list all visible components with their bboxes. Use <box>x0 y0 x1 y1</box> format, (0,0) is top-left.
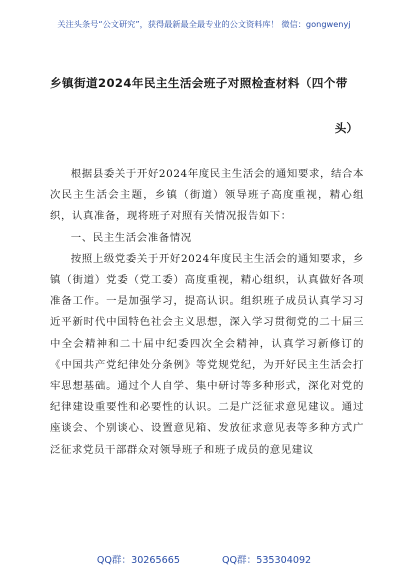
qq-group-2: QQ群：535304092 <box>221 555 312 566</box>
qq-group-1: QQ群：30265665 <box>96 555 180 566</box>
document-title-continued: 头） <box>334 121 358 135</box>
paragraph-intro: 根据县委关于开好2024年度民主生活会的通知要求，结合本次民主生活会主题，乡镇（街道）领导班子高度重视，精心组织，认真准备，现将班子对照有关情况报告如下： <box>50 168 364 223</box>
promo-banner: 关注头条号“公文研究”，获得最新最全最专业的公文资料库！ 微信：gongwenyj <box>57 19 351 29</box>
document-title: 乡镇街道2024年民主生活会班子对照检查材料（四个带 <box>50 76 348 90</box>
document-body <box>50 164 364 461</box>
footer-contacts <box>0 552 408 566</box>
section-heading: 一、民主生活会准备情况 <box>70 231 192 244</box>
paragraph-preparation: 按照上级党委关于开好2024年度民主生活会的通知要求，乡镇（街道）党委（党工委）高度重视，精心组织，认真做好各项准备工作。一是加强学习，提高认识。组织班子成员认真学习习近平新时代中国特色社会主义思想，深入学习贯彻党的二十届三中全会精神和二十届中纪委四次全会精神，认真学习新修订的《中国共产党纪律处分条例》等党规党纪，为开好民主生活会打牢思想基础。通过个人自学、集中研讨等多种形式，深化对党的纪律建设重要性和必要性的认识。二是广泛征求意见建议。通过座谈会、个别谈心、设置意见箱、发放征求意见表等多种方式广泛征求党员干部群众对领导班子和班子成员的意见建议 <box>50 252 364 456</box>
